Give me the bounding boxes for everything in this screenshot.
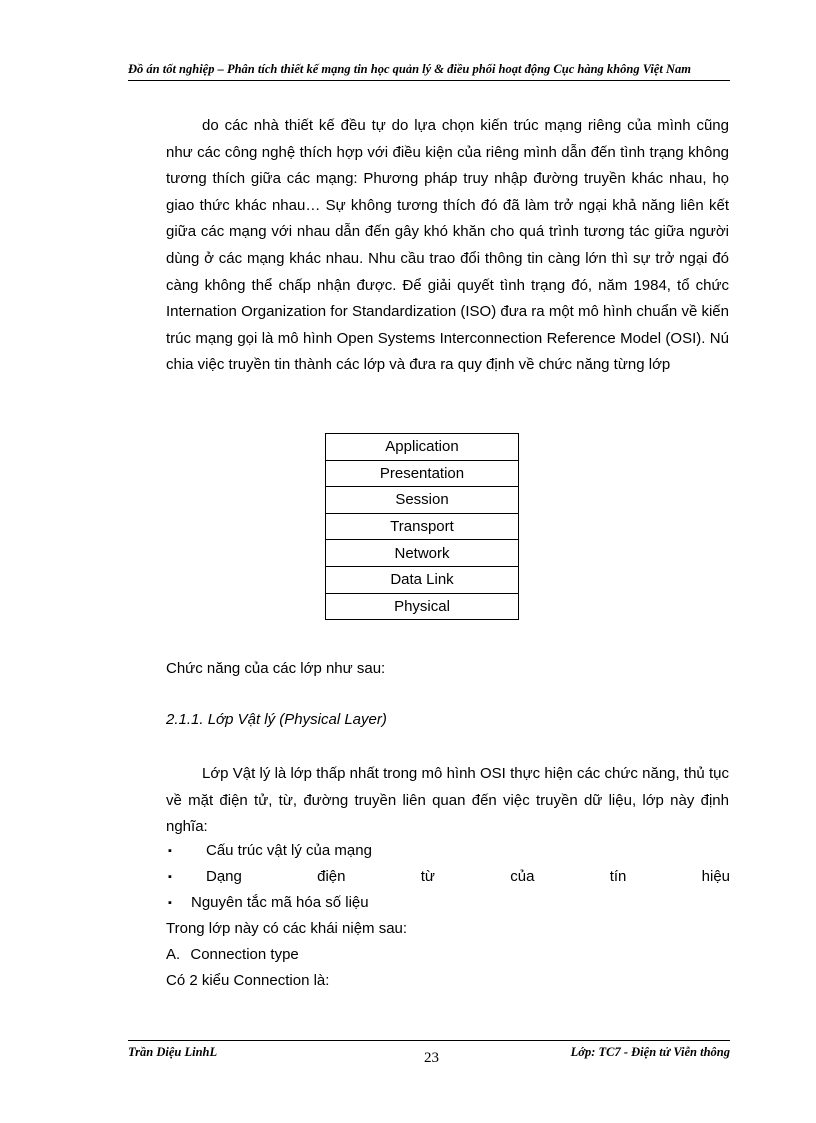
osi-layer-network: Network (326, 540, 519, 567)
intro-paragraph: do các nhà thiết kế đều tự do lựa chọn kiến trúc mạng riêng của mình cũng như các công nghệ thích hợp với điều kiện của riêng mình dẫn đến tình trạng không tương thích giữa các mạng: Phương pháp truy nhập đường truyền khác nhau, họ giao thức khác nhau… Sự không tương thích đó đã làm trở ngại khả năng liên kết giữa các mạng với nhau dẫn đến gây khó khăn cho quá trình tương tác giữa người dùng ở các mạng khác nhau. Nhu cầu trao đổi thông tin càng lớn thì sự trở ngại đó càng không thể chấp nhận được. Để giải quyết tình trạng đó, năm 1984, tổ chức Internation Organization for Standardization (ISO) đưa ra một mô hình chuẩn về kiến trúc mạng gọi là mô hình Open Systems Interconnection Reference Model (OSI). Nú chia việc truyền tin thành các lớp và đưa ra quy định về chức năng từng lớp (166, 117, 729, 374)
concept-a (166, 946, 299, 963)
header-divider (128, 80, 730, 81)
bullet-item-structure: Cấu trúc vật lý của mạng (206, 842, 372, 859)
footer-author: Trần Diệu LinhL (128, 1045, 218, 1059)
bullet-marker: ▪ (168, 871, 172, 883)
osi-layer-presentation: Presentation (326, 460, 519, 487)
footer-class-info: Lớp: TC7 - Điện tử Viễn thông (570, 1045, 730, 1059)
concept-a-letter: A. (166, 946, 181, 963)
bullet-word: tín (609, 868, 627, 885)
osi-layer-application: Application (326, 434, 519, 461)
bullet-word: điện (317, 868, 346, 885)
osi-layer-physical: Physical (326, 593, 519, 620)
concepts-intro: Trong lớp này có các khái niệm sau: (166, 920, 408, 937)
section-heading: 2.1.1. Lớp Vật lý (Physical Layer) (166, 711, 387, 728)
footer-divider (128, 1040, 730, 1041)
physical-layer-paragraph: Lớp Vật lý là lớp thấp nhất trong mô hình OSI thực hiện các chức năng, thủ tục về mặt điện tử, từ, đường truyền liên quan đến việc truyền dữ liệu, lớp này định nghĩa: (166, 765, 729, 836)
bullet-word: từ (420, 868, 435, 885)
concept-a-label: Connection type (190, 946, 299, 963)
bullet-word: Dạng (206, 868, 242, 885)
bullet-marker: ▪ (168, 845, 172, 857)
osi-layer-table (325, 433, 519, 620)
bullet-marker: ▪ (168, 897, 172, 909)
bullet-word: hiệu (701, 868, 730, 885)
bullet-item-encoding: Nguyên tắc mã hóa số liệu (191, 894, 369, 911)
page-number: 23 (424, 1050, 439, 1066)
page-header-title: Đồ án tốt nghiệp – Phân tích thiết kế mạng tin học quản lý & điều phối hoạt động Cục hàng không Việt Nam (128, 62, 691, 76)
osi-layer-transport: Transport (326, 513, 519, 540)
bullet-item-signal-form (206, 868, 730, 885)
functions-intro: Chức năng của các lớp như sau: (166, 660, 386, 677)
bullet-word: của (510, 868, 535, 885)
osi-layer-session: Session (326, 487, 519, 514)
osi-layer-data-link: Data Link (326, 566, 519, 593)
connection-types-intro: Có 2 kiểu Connection là: (166, 972, 330, 989)
